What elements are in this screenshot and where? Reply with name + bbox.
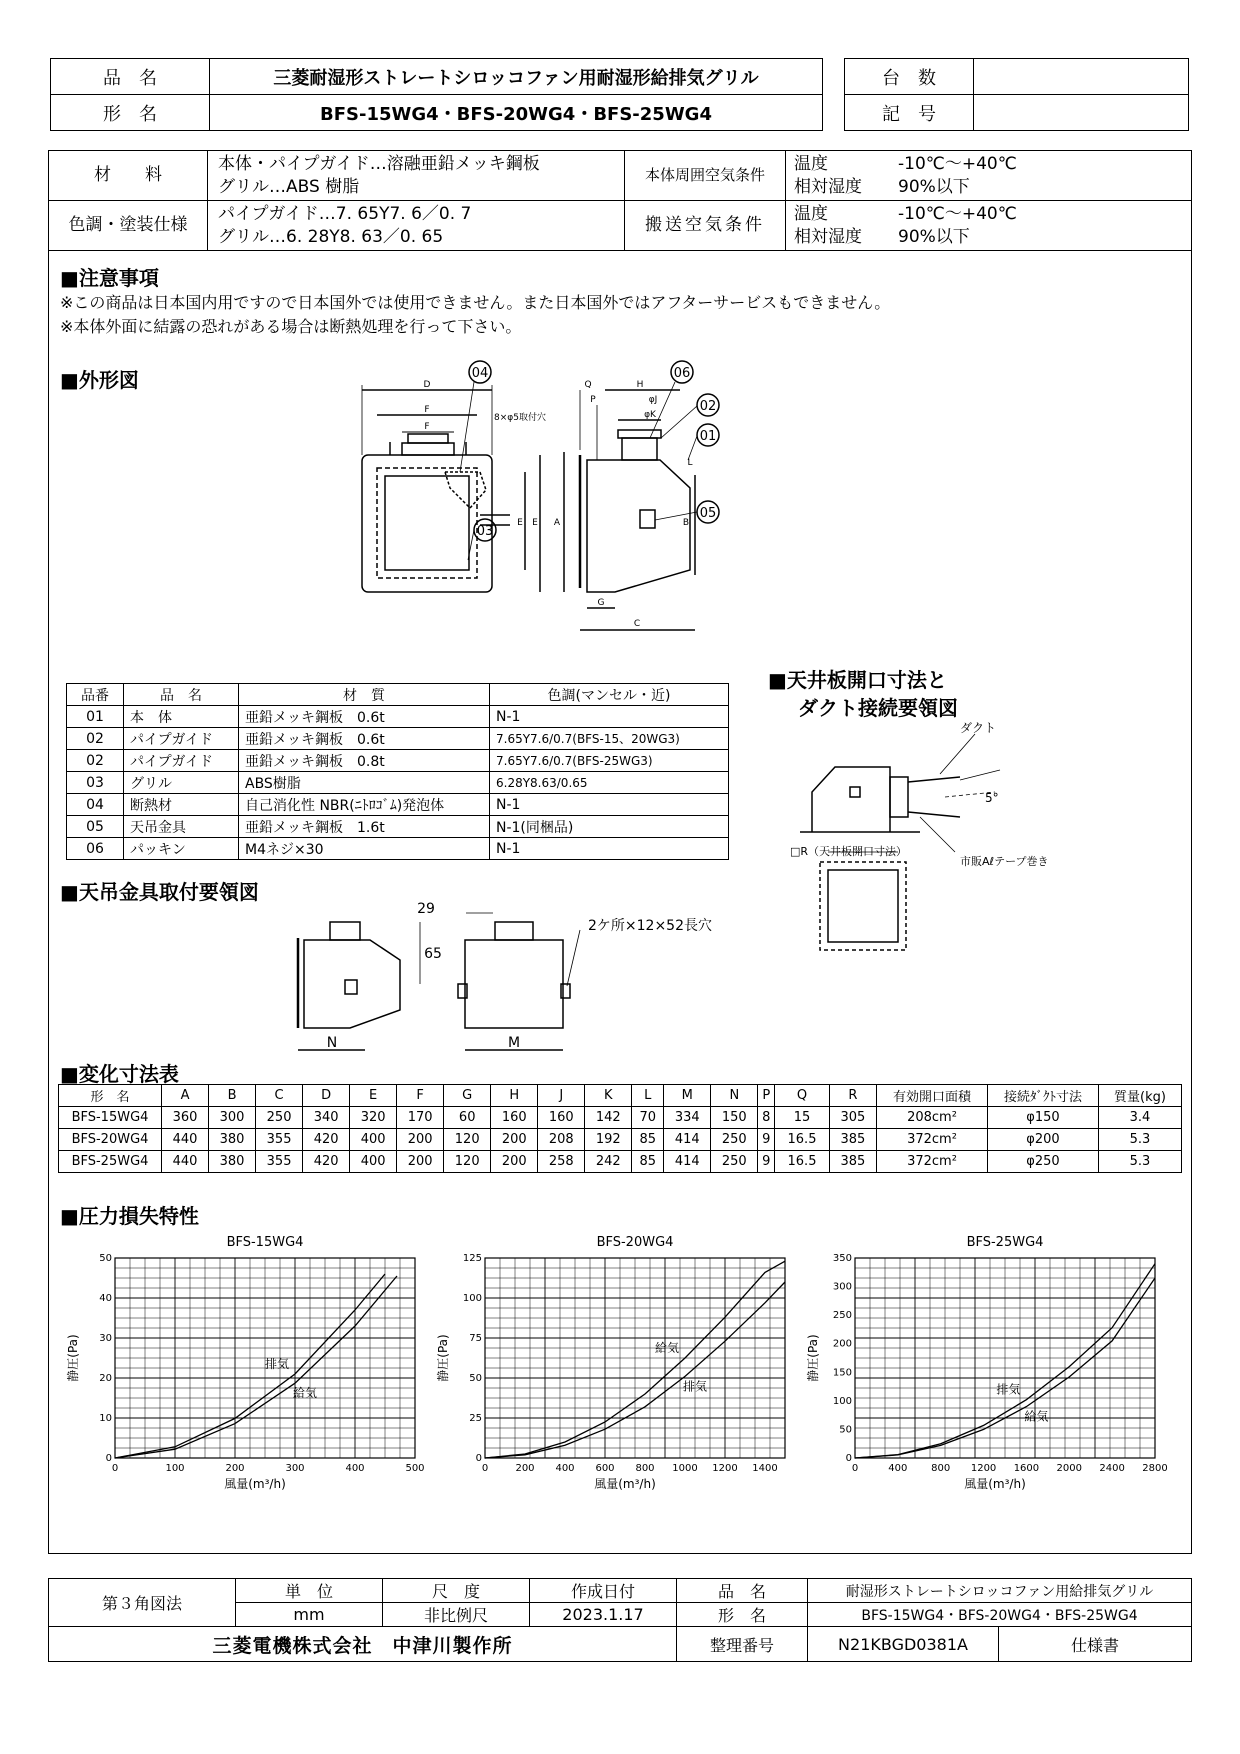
callout-01: 01 [699,429,717,444]
dim-header: E [350,1085,397,1107]
doc-type: 仕様書 [999,1627,1192,1662]
doc-no: N21KBGD0381A [808,1627,999,1662]
table-row [59,1129,1182,1151]
dim-cell: 9 [758,1151,775,1173]
dim-n: N [326,1035,338,1051]
date-label: 作成日付 [530,1579,677,1603]
dim-header: J [538,1085,585,1107]
dim-cell: 300 [209,1107,256,1129]
dim-cell: 5.3 [1099,1129,1182,1151]
dim-header: K [585,1085,632,1107]
dim-cell: 440 [162,1129,209,1151]
dim-cell: 250 [256,1107,303,1129]
dim-cell: 372cm² [877,1151,988,1173]
dim-header: Q [775,1085,830,1107]
parts-cell: 06 [67,838,124,860]
series-label: 排気 [996,1382,1021,1397]
dim-cell: 3.4 [1099,1107,1182,1129]
parts-cell: パイプガイド [124,750,239,772]
parts-cell: 亜鉛メッキ鋼板 0.6t [239,728,490,750]
y-tick-label: 100 [832,1395,852,1407]
callout-04: 04 [471,366,489,381]
company-name: 三菱電機株式会社 中津川製作所 [49,1627,677,1662]
x-tick-label: 0 [111,1463,119,1474]
doc-no-label: 整理番号 [677,1627,808,1662]
hole-note: 8×φ5取付穴 [494,413,546,423]
pressure-title: ■圧力損失特性 [60,1204,199,1228]
parts-cell: N-1 [490,794,729,816]
parts-cell: 天吊金具 [124,816,239,838]
color-line2: グリル…6. 28Y8. 63／0. 65 [218,226,444,247]
y-tick-label: 0 [475,1453,482,1464]
dim-cell: 170 [397,1107,444,1129]
x-tick-label: 100 [165,1463,185,1474]
y-tick-label: 125 [462,1253,482,1264]
dim-cell: 334 [664,1107,711,1129]
y-tick-label: 100 [462,1293,482,1304]
dim-cell: 15 [775,1107,830,1129]
dim-header: 形 名 [59,1085,162,1107]
duct-label: ダクト [960,721,997,735]
dim-cell: 400 [350,1151,397,1173]
table-row [67,728,729,750]
x-tick-label: 0 [851,1463,859,1474]
projection-method: 第３角図法 [49,1579,236,1627]
color-value [208,201,625,251]
notes-title: ■注意事項 [60,266,159,290]
y-tick-label: 0 [845,1453,852,1464]
dim-letter-c: C [633,619,641,629]
series-label: 給気 [1024,1409,1049,1424]
hanger-title: ■天吊金具取付要領図 [60,880,259,904]
y-tick-label: 250 [832,1310,852,1322]
table-row [67,706,729,728]
table-row [67,794,729,816]
material-value [208,151,625,201]
x-tick-label: 400 [345,1463,365,1474]
dim-cell: 5.3 [1099,1151,1182,1173]
x-tick-label: 400 [888,1463,908,1474]
table-row [67,750,729,772]
x-tick-label: 1400 [752,1463,778,1474]
transport-temp-label: 温度 [794,203,828,224]
y-tick-label: 150 [832,1367,852,1379]
dim-cell: 380 [209,1151,256,1173]
dim-cell: 340 [303,1107,350,1129]
footer-model-label: 形 名 [677,1603,808,1627]
dim-cell: 85 [632,1129,664,1151]
notes-line2: ※本体外面に結露の恐れがある場合は断熱処理を行って下さい。 [60,317,522,336]
parts-cell: 7.65Y7.6/0.7(BFS-15、20WG3) [490,728,729,750]
parts-cell: 7.65Y7.6/0.7(BFS-25WG3) [490,750,729,772]
y-tick-label: 50 [99,1253,112,1264]
dim-cell: 142 [585,1107,632,1129]
dim-letter-e2: E [532,518,538,528]
parts-cell: パッキン [124,838,239,860]
parts-table [66,683,729,860]
dim-letter-d: D [423,380,431,390]
y-tick-label: 40 [99,1293,112,1304]
dim-cell: 208 [538,1129,585,1151]
dimension-table [58,1084,1182,1173]
dim-cell: 258 [538,1151,585,1173]
outline-title: ■外形図 [60,368,139,392]
dim-cell: 9 [758,1129,775,1151]
series-label: 排気 [264,1357,290,1371]
hanger-drawing [290,900,770,1060]
dim-cell: 8 [758,1107,775,1129]
parts-cell: 05 [67,816,124,838]
dim-cell: 120 [444,1151,491,1173]
parts-header-name: 品 名 [124,684,239,706]
x-tick-label: 300 [285,1463,305,1474]
dim-cell: 85 [632,1151,664,1173]
parts-cell: 04 [67,794,124,816]
tape-label: 市販Aℓテープ巻き [960,855,1049,868]
ambient-hum: 90%以下 [898,176,970,197]
series-label: 給気 [654,1341,680,1355]
ambient-label: 本体周囲空気条件 [625,151,786,201]
table-row [67,816,729,838]
dim-header: L [632,1085,664,1107]
mark-label: 記 号 [845,95,974,131]
dim-29: 29 [417,901,435,917]
dim-cell: 160 [538,1107,585,1129]
ceiling-title-2: ダクト接続要領図 [798,696,958,720]
dim-header: P [758,1085,775,1107]
dim-header: N [711,1085,758,1107]
dim-cell: BFS-20WG4 [59,1129,162,1151]
angle-label: 5° [985,791,999,805]
x-tick-label: 200 [225,1463,245,1474]
footer-model: BFS-15WG4・BFS-20WG4・BFS-25WG4 [808,1603,1192,1627]
dim-cell: 192 [585,1129,632,1151]
table-row [67,838,729,860]
series-label: 排気 [682,1379,708,1394]
dim-cell: 200 [491,1151,538,1173]
x-tick-label: 2400 [1099,1463,1125,1474]
y-tick-label: 200 [832,1338,852,1350]
series-label: 給気 [292,1386,318,1401]
parts-header-no: 品番 [67,684,124,706]
parts-cell: 01 [67,706,124,728]
dim-cell: 250 [711,1151,758,1173]
transport-values [786,201,1192,251]
y-tick-label: 50 [839,1424,852,1436]
outline-drawing [350,360,820,640]
unit-label: 単 位 [236,1579,383,1603]
callout-03: 03 [476,524,494,539]
x-axis-label: 風量(m³/h) [594,1477,656,1491]
parts-cell: パイプガイド [124,728,239,750]
footer-name: 耐湿形ストレートシロッコファン用給排気グリル [808,1579,1192,1603]
callout-06: 06 [673,366,691,381]
model-name: BFS-15WG4・BFS-20WG4・BFS-25WG4 [210,95,823,131]
qty-label: 台 数 [845,59,974,95]
dim-cell: 16.5 [775,1129,830,1151]
ceiling-drawing [790,722,1120,992]
transport-temp: -10℃～+40℃ [898,203,1017,224]
dim-letter-q: Q [584,380,592,390]
parts-cell: 断熱材 [124,794,239,816]
material-line2: グリル…ABS 樹脂 [218,176,360,197]
y-tick-label: 50 [469,1373,482,1384]
parts-cell: N-1 [490,838,729,860]
dim-cell: 414 [664,1151,711,1173]
parts-cell: 02 [67,750,124,772]
dim-header: G [444,1085,491,1107]
dim-cell: φ250 [988,1151,1099,1173]
mark-value [974,95,1189,131]
table-row [59,1151,1182,1173]
dim-cell: BFS-15WG4 [59,1107,162,1129]
dim-cell: 60 [444,1107,491,1129]
x-axis-label: 風量(m³/h) [964,1477,1026,1491]
x-tick-label: 1200 [970,1463,997,1474]
dim-header: A [162,1085,209,1107]
dim-cell: 242 [585,1151,632,1173]
dim-cell: 385 [829,1129,876,1151]
material-line1: 本体・パイプガイド…溶融亜鉛メッキ鋼板 [218,153,540,174]
title-block [50,58,823,131]
dim-cell: 200 [491,1129,538,1151]
callout-02: 02 [699,399,717,414]
dim-header: B [209,1085,256,1107]
dim-cell: 200 [397,1129,444,1151]
opening-label: □R（天井板開口寸法） [790,845,908,858]
footer-table [48,1578,1192,1662]
dim-cell: 420 [303,1151,350,1173]
slot-note: 2ケ所×12×52長穴 [588,918,712,934]
dim-cell: 250 [711,1129,758,1151]
dim-cell: 305 [829,1107,876,1129]
ambient-temp-label: 温度 [794,153,828,174]
dim-65: 65 [424,946,442,962]
x-axis-label: 風量(m³/h) [224,1477,286,1491]
dim-letter-p: P [590,395,596,405]
ambient-values [786,151,1192,201]
dim-header: M [664,1085,711,1107]
dim-cell: 380 [209,1129,256,1151]
dim-letter-f1: F [424,405,430,415]
dim-letter-f2: F [424,422,430,432]
transport-hum: 90%以下 [898,226,970,247]
ambient-temp: -10℃～+40℃ [898,153,1017,174]
qty-value [974,59,1189,95]
dim-header: R [829,1085,876,1107]
dim-cell: 208cm² [877,1107,988,1129]
parts-cell: N-1(同梱品) [490,816,729,838]
qty-block [844,58,1189,131]
parts-cell: ABS樹脂 [239,772,490,794]
x-tick-label: 2000 [1056,1463,1083,1474]
scale-value: 非比例尺 [383,1603,530,1627]
dim-cell: 414 [664,1129,711,1151]
dim-header: 質量(kg) [1099,1085,1182,1107]
y-axis-label: 静圧(Pa) [66,1334,80,1382]
ambient-hum-label: 相対湿度 [794,176,862,197]
dim-letter-g: G [597,598,605,608]
parts-cell: 自己消化性 NBR(ﾆﾄﾛｺﾞﾑ)発泡体 [239,794,490,816]
material-label: 材 料 [49,151,208,201]
transport-hum-label: 相対湿度 [794,226,862,247]
x-tick-label: 600 [595,1463,615,1474]
dim-cell: 385 [829,1151,876,1173]
dim-cell: 400 [350,1129,397,1151]
product-name-label: 品 名 [51,59,210,95]
dim-header: 接続ﾀﾞｸﾄ寸法 [988,1085,1099,1107]
x-tick-label: 1600 [1013,1463,1040,1474]
y-tick-label: 75 [469,1333,482,1344]
parts-header-material: 材 質 [239,684,490,706]
parts-cell: 本 体 [124,706,239,728]
y-tick-label: 30 [99,1333,112,1344]
color-line1: パイプガイド…7. 65Y7. 6／0. 7 [218,203,472,224]
dim-letter-e1: E [517,518,523,528]
y-axis-label: 静圧(Pa) [436,1334,450,1382]
callout-05: 05 [699,506,717,521]
parts-cell: グリル [124,772,239,794]
chart-title: BFS-20WG4 [596,1235,674,1250]
x-tick-label: 1000 [672,1463,698,1474]
dim-cell: φ200 [988,1129,1099,1151]
x-tick-label: 400 [555,1463,575,1474]
y-tick-label: 300 [832,1281,852,1293]
spec-table [48,150,1192,251]
x-tick-label: 500 [405,1463,425,1474]
ceiling-title-1: ■天井板開口寸法と [768,668,947,692]
chart-title: BFS-25WG4 [966,1235,1044,1250]
dim-cell: 360 [162,1107,209,1129]
dim-m: M [507,1035,521,1051]
dim-cell: 420 [303,1129,350,1151]
dim-cell: 160 [491,1107,538,1129]
dim-cell: 355 [256,1151,303,1173]
notes-line1: ※この商品は日本国内用ですので日本国外では使用できません。また日本国外ではアフターサービスもできません。 [60,293,891,312]
y-tick-label: 20 [99,1373,112,1384]
parts-cell: 02 [67,728,124,750]
table-row [59,1107,1182,1129]
dim-cell: 150 [711,1107,758,1129]
parts-cell: 亜鉛メッキ鋼板 0.6t [239,706,490,728]
color-label: 色調・塗装仕様 [49,201,208,251]
x-tick-label: 1200 [712,1463,738,1474]
dim-header: F [397,1085,444,1107]
model-label: 形 名 [51,95,210,131]
dim-header: D [303,1085,350,1107]
dim-cell: 320 [350,1107,397,1129]
parts-cell: 6.28Y8.63/0.65 [490,772,729,794]
unit-value: mm [236,1603,383,1627]
dim-cell: 16.5 [775,1151,830,1173]
parts-cell: 亜鉛メッキ鋼板 1.6t [239,816,490,838]
date-value: 2023.1.17 [530,1603,677,1627]
x-tick-label: 200 [515,1463,535,1474]
chart-title: BFS-15WG4 [226,1235,304,1250]
dim-header: C [256,1085,303,1107]
dim-letter-k: φK [644,410,656,420]
dimtable-title: ■変化寸法表 [60,1062,179,1086]
x-tick-label: 800 [635,1463,655,1474]
y-tick-label: 10 [99,1413,112,1424]
dim-letter-b: B [682,518,690,528]
y-tick-label: 25 [469,1413,482,1424]
dim-header: 有効開口面積 [877,1085,988,1107]
dim-cell: 70 [632,1107,664,1129]
transport-label: 搬送空気条件 [625,201,786,251]
dim-letter-h: H [636,380,644,390]
parts-cell: N-1 [490,706,729,728]
dim-letter-a: A [553,518,561,528]
dim-cell: 355 [256,1129,303,1151]
dim-letter-l: L [687,458,693,468]
parts-cell: 03 [67,772,124,794]
parts-header-color: 色調(マンセル・近) [490,684,729,706]
dim-cell: 372cm² [877,1129,988,1151]
dim-header: H [491,1085,538,1107]
x-tick-label: 2800 [1142,1463,1168,1474]
y-tick-label: 0 [105,1453,112,1464]
dim-cell: 200 [397,1151,444,1173]
product-name: 三菱耐湿形ストレートシロッコファン用耐湿形給排気グリル [210,59,823,95]
dim-cell: BFS-25WG4 [59,1151,162,1173]
parts-cell: 亜鉛メッキ鋼板 0.8t [239,750,490,772]
pressure-charts [66,1228,1180,1520]
y-tick-label: 350 [832,1253,852,1264]
table-row [67,772,729,794]
x-tick-label: 800 [931,1463,951,1474]
parts-cell: M4ネジ×30 [239,838,490,860]
dim-cell: φ150 [988,1107,1099,1129]
x-tick-label: 0 [481,1463,489,1474]
dim-cell: 120 [444,1129,491,1151]
scale-label: 尺 度 [383,1579,530,1603]
y-axis-label: 静圧(Pa) [806,1334,820,1382]
dim-cell: 440 [162,1151,209,1173]
dim-letter-j: φJ [648,395,658,405]
footer-name-label: 品 名 [677,1579,808,1603]
